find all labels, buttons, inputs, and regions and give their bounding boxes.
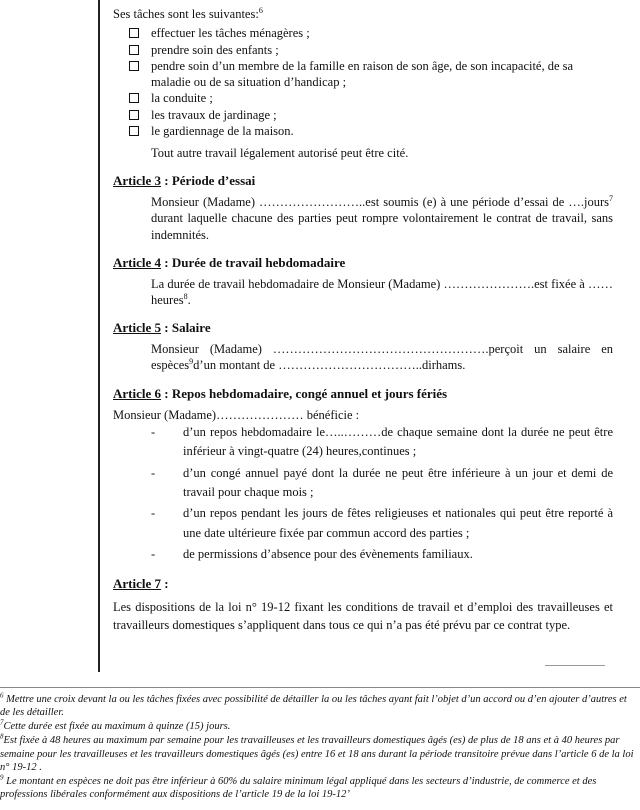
footnote-7: $^7$Cette durée est fixée au maximum à quinze (15) jours. — [0, 718, 231, 733]
list-item: - d’un congé annuel payé dont la durée ne peut être inférieure à un jour et demi de travail pour chaque mois ; — [151, 465, 613, 499]
list-item: - d’un repos pendant les jours de fêtes religieuses et nationales qui peut être reporté à une date ultérieure fixée par commun accord des parties ; — [151, 506, 613, 540]
footnote-9: $^9$ Le montant en espèces ne doit pas être inférieur à 60% du salaire minimum légal appliqué dans les secteurs d’industrie, de commerce et des professions libérales conformément aux dispositions de l’article 19 de la loi 19-12’ — [0, 773, 597, 800]
footnote-separator — [0, 687, 640, 688]
article-6-list — [113, 423, 613, 565]
checkbox[interactable] — [129, 93, 139, 103]
article-6-intro: Monsieur (Madame)………………… bénéficie : — [113, 407, 360, 422]
article-4-text: La durée de travail hebdomadaire de Monsieur (Madame) ………………….est fixée à …… heures$^8$. — [151, 276, 613, 308]
article-5-heading: Article 5 : Salaire — [113, 320, 211, 336]
margin-bar — [98, 0, 100, 672]
checkbox[interactable] — [129, 28, 139, 38]
checkbox[interactable] — [129, 110, 139, 120]
footnote-ref-7: 7 — [609, 193, 613, 203]
list-item: - de permissions d’absence pour des évènements familiaux. — [151, 547, 473, 562]
task-item: le gardiennage de la maison. — [129, 123, 613, 139]
task-item: les travaux de jardinage ; — [129, 107, 613, 123]
article-6-heading: Article 6 : Repos hebdomadaire, congé annuel et jours fériés — [113, 385, 448, 401]
article-3-text: Monsieur (Madame) ……………………..est soumis (e) à une période d’essai de ….jours$^7$ durant laquelle chacune des parties peut rompre volontairement le contrat de travail, sans indemnités. — [151, 193, 613, 242]
task-list — [113, 25, 613, 139]
task-item: pendre soin d’un membre de la famille en raison de son âge, de son incapacité, de sa maladie ou de sa situation d’handicap ; — [129, 58, 613, 91]
tasks-intro: Ses tâches sont les suivantes:$^6$ — [113, 5, 263, 21]
article-4-heading: Article 4 : Durée de travail hebdomadaire — [113, 254, 346, 270]
article-3-heading: Article 3 : Période d’essai — [113, 173, 256, 189]
article-7-text: Les dispositions de la loi n° 19-12 fixant les conditions de travail et d’emploi des travailleuses et travailleurs domestiques s’appliquent dans tous ce qui n’a pas été prévu par ce contrat type. — [113, 600, 613, 632]
article-5-text: Monsieur (Madame) …………………………………………….perçoit un salaire en espèces$^9$d’un montant de ……………………………..dirhams. — [151, 342, 613, 373]
footnote-ref-6: 6 — [258, 5, 263, 15]
checkbox[interactable] — [129, 126, 139, 136]
footnotes — [0, 693, 635, 802]
tasks-note: Tout autre travail légalement autorisé peut être cité. — [151, 146, 409, 160]
task-item: la conduite ; — [129, 90, 613, 106]
footnote-ref-8: 8 — [183, 291, 188, 301]
checkbox[interactable] — [129, 61, 139, 71]
task-item: effectuer les tâches ménagères ; — [129, 25, 613, 41]
task-item: prendre soin des enfants ; — [129, 42, 613, 58]
document-body — [113, 6, 613, 634]
footnote-8: $^8$Est fixée à 48 heures au maximum par semaine pour les travailleuses et les travailleurs domestiques âgés (es) de plus de 18 ans et à 40 heures par semaine pour les travailleuses et les travailleurs domestiques âgés (es) entre 16 et 18 ans durant la période transitoire prévue dans l’article 6 de la loi n° 19-12 . — [0, 732, 634, 773]
footnote-6: $^6$ Mettre une croix devant la ou les tâches fixées avec possibilité de détailler la ou les tâches ayant fait l’objet d’un accord ou d’en ajouter d’autres et de les détailler. — [0, 691, 627, 719]
end-rule — [545, 665, 605, 666]
footnote-ref-9: 9 — [189, 357, 194, 367]
list-item: - d’un repos hebdomadaire le…..………de chaque semaine dont la durée ne peut être inférieur à vingt-quatre (24) heures,continues ; — [151, 424, 613, 459]
checkbox[interactable] — [129, 45, 139, 55]
article-7-heading: Article 7 : — [113, 576, 169, 592]
